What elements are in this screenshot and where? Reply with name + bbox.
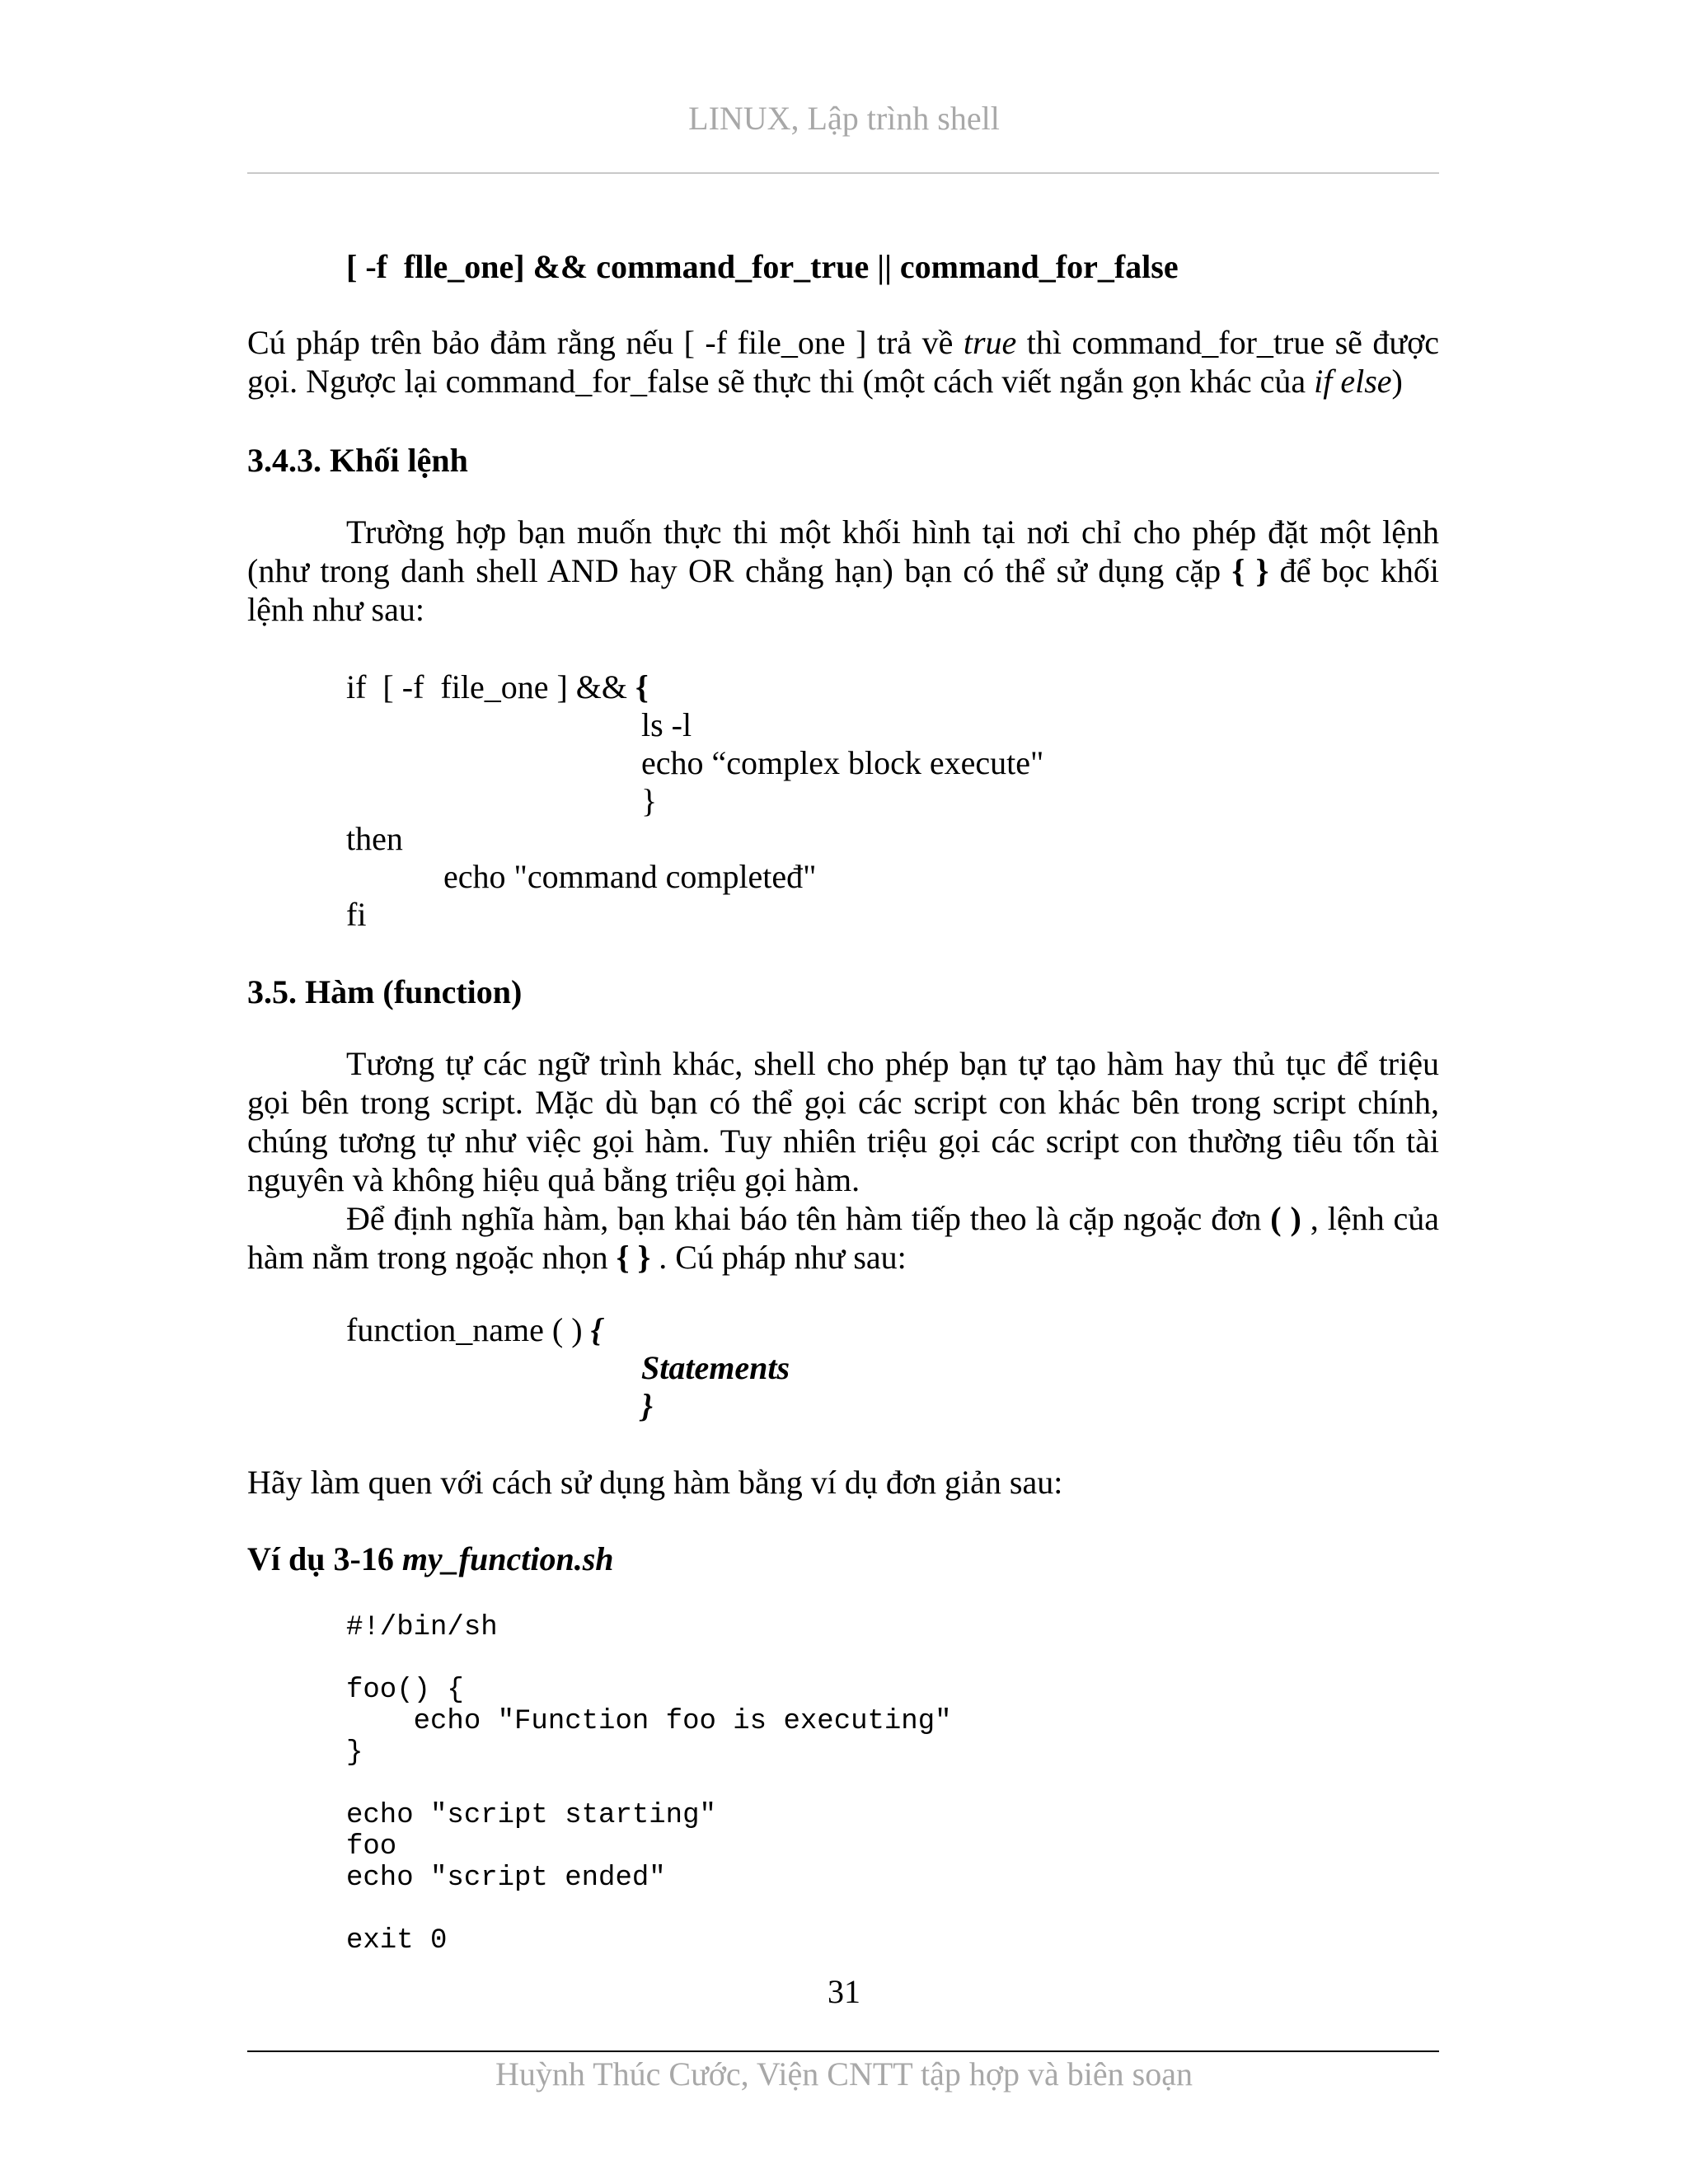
- example-label: Ví dụ 3-16 my_function.sh: [247, 1540, 614, 1577]
- paragraph-function-intro: [247, 1044, 1439, 1199]
- syntax-line: [ -f flle_one] && command_for_true || command_for_false: [346, 248, 1179, 285]
- footer-rule: [247, 2050, 1439, 2052]
- paragraph-block-intro: [247, 513, 1439, 629]
- function-syntax-line: }: [641, 1387, 653, 1424]
- code-line: echo “complex block execute": [641, 744, 1044, 781]
- paragraph-function-definition: [247, 1199, 1439, 1277]
- code-example-line: echo "script ended": [346, 1863, 666, 1894]
- paragraph-line: Trường hợp bạn muốn thực thi một khối hình tại nơi chỉ cho phép đặt một lệnh: [346, 513, 1439, 551]
- page-number: 31: [828, 1973, 860, 2010]
- page-header: LINUX, Lập trình shell: [688, 100, 1000, 137]
- section-heading-3-4-3: 3.4.3. Khối lệnh: [247, 442, 468, 479]
- paragraph-line: Cú pháp trên bảo đảm rằng nếu [ -f file_one ] trả về true thì command_for_true sẽ được: [247, 324, 1439, 361]
- code-example-line: }: [346, 1737, 363, 1769]
- section-heading-3-5: 3.5. Hàm (function): [247, 973, 523, 1010]
- paragraph-line: gọi bên trong script. Mặc dù bạn có thể gọi các script con khác bên trong script chính,: [247, 1084, 1439, 1121]
- function-syntax-line: Statements: [641, 1349, 790, 1386]
- code-line: echo "command completeđ": [443, 858, 817, 895]
- code-example-line: echo "script starting": [346, 1800, 716, 1831]
- function-syntax-line: function_name ( ) {: [346, 1311, 603, 1348]
- code-line: if [ -f file_one ] && {: [346, 668, 649, 705]
- code-example-line: foo: [346, 1831, 397, 1863]
- header-rule: [247, 172, 1439, 174]
- paragraph-line: hàm nằm trong ngoặc nhọn { } . Cú pháp như sau:: [247, 1239, 907, 1276]
- paragraph-line: chúng tương tự như việc gọi hàm. Tuy nhiên triệu gọi các script con thường tiêu tốn tài: [247, 1122, 1439, 1160]
- code-line: }: [641, 782, 658, 819]
- paragraph-syntax-explanation: [247, 323, 1439, 401]
- code-line: fi: [346, 896, 367, 933]
- paragraph-example-intro: Hãy làm quen với cách sử dụng hàm bằng ví dụ đơn giản sau:: [247, 1464, 1063, 1501]
- paragraph-line: Tương tự các ngữ trình khác, shell cho phép bạn tự tạo hàm hay thủ tục để triệu: [346, 1045, 1439, 1082]
- code-line: ls -l: [641, 706, 692, 743]
- paragraph-line: lệnh như sau:: [247, 591, 424, 628]
- page-footer: Huỳnh Thúc Cước, Viện CNTT tập hợp và biên soạn: [495, 2055, 1193, 2093]
- code-line: then: [346, 820, 403, 857]
- paragraph-line: gọi. Ngược lại command_for_false sẽ thực thi (một cách viết ngắn gọn khác của if else): [247, 363, 1403, 400]
- paragraph-line: Để định nghĩa hàm, bạn khai báo tên hàm tiếp theo là cặp ngoặc đơn ( ) , lệnh của: [346, 1200, 1439, 1237]
- paragraph-line: nguyên và không hiệu quả bằng triệu gọi hàm.: [247, 1161, 860, 1198]
- code-example-line: echo "Function foo is executing": [346, 1706, 952, 1737]
- code-example-line: #!/bin/sh: [346, 1612, 498, 1643]
- code-example-line: foo() {: [346, 1675, 464, 1706]
- paragraph-line: (như trong danh shell AND hay OR chẳng hạn) bạn có thể sử dụng cặp { } để bọc khối: [247, 552, 1439, 589]
- code-example-line: exit 0: [346, 1925, 448, 1957]
